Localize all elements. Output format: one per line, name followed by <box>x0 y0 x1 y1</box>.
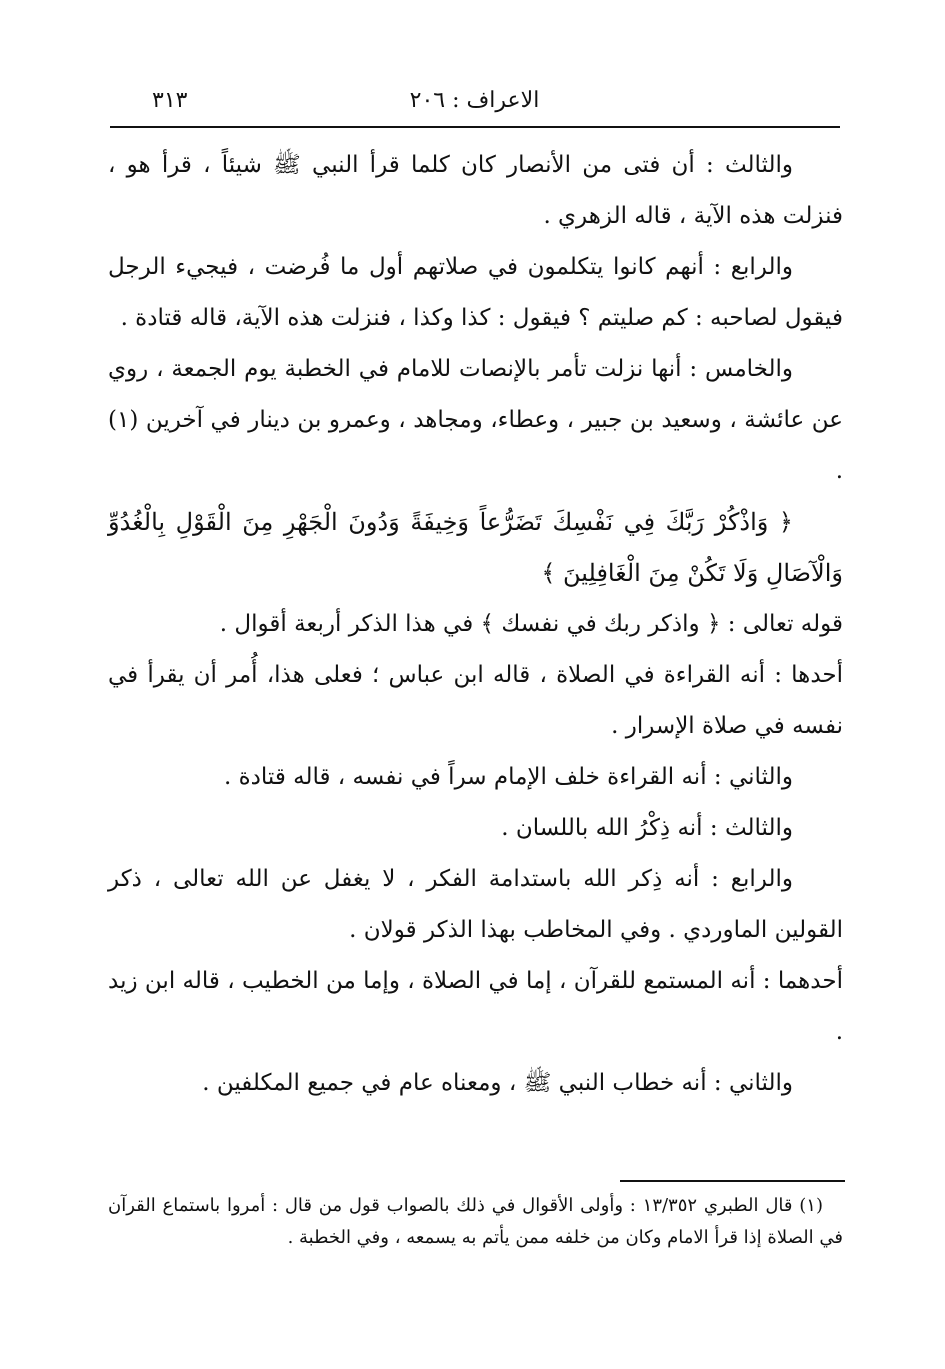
header-rule <box>110 126 840 128</box>
paragraph: والثاني : أنه خطاب النبي ﷺ ، ومعناه عام في جميع المكلفين . <box>202 1070 793 1096</box>
quran-verse: ﴿ وَاذْكُرْ رَبَّكَ فِي نَفْسِكَ تَضَرُّعاً وَخِيفَةً وَدُونَ الْجَهْرِ مِنَ الْقَوْلِ بِالْغُدُوِّ وَالْآصَالِ وَلَا تَكُنْ مِنَ الْغَافِلِينَ ﴾ <box>108 508 843 587</box>
header-title: الاعراف : ٢٠٦ <box>409 88 540 113</box>
main-text <box>108 140 843 1109</box>
paragraph: والثالث : أنه ذِكْرُ الله باللسان . <box>501 815 793 841</box>
paragraph: والخامس : أنها نزلت تأمر بالإنصات للامام في الخطبة يوم الجمعة ، روي عن عائشة ، وسعيد بن جبير ، وعطاء، ومجاهد ، وعمرو بن دينار في آخرين (١) . <box>108 356 843 484</box>
paragraph: أحدها : أنه القراءة في الصلاة ، قاله ابن عباس ؛ فعلى هذا، أُمر أن يقرأ في نفسه في صلاة الإسرار . <box>108 662 843 739</box>
footnote-text: (١) قال الطبري ١٣/٣٥٢ : وأولى الأقوال في ذلك بالصواب قول من قال : أمروا باستماع القرآن في الصلاة إذا قرأ الامام وكان من خلفه ممن يأتم به يسمعه ، وفي الخطبة . <box>108 1195 843 1248</box>
paragraph: والثاني : أنه القراءة خلف الإمام سراً في نفسه ، قاله قتادة . <box>223 764 793 790</box>
footnote <box>108 1190 843 1254</box>
footnote-rule <box>620 1180 845 1182</box>
running-header <box>112 88 837 124</box>
paragraph: قوله تعالى : ﴿ واذكر ربك في نفسك ﴾ في هذا الذكر أربعة أقوال . <box>219 611 843 637</box>
paragraph: أحدهما : أنه المستمع للقرآن ، إما في الصلاة ، وإما من الخطيب ، قاله ابن زيد . <box>108 968 843 1045</box>
paragraph: والثالث : أن فتى من الأنصار كان كلما قرأ النبي ﷺ شيئاً ، قرأ هو ، فنزلت هذه الآية ، قاله الزهري . <box>108 152 843 229</box>
paragraph: والرابع : أنه ذِكر الله باستدامة الفكر ، لا يغفل عن الله تعالى ، ذكر القولين الماوردي . وفي المخاطب بهذا الذكر قولان . <box>108 866 843 943</box>
page-number: ٣١٣ <box>152 88 188 113</box>
paragraph: والرابع : أنهم كانوا يتكلمون في صلاتهم أول ما فُرضت ، فيجيء الرجل فيقول لصاحبه : كم صليتم ؟ فيقول : كذا وكذا ، فنزلت هذه الآية، قاله قتادة . <box>108 254 843 331</box>
